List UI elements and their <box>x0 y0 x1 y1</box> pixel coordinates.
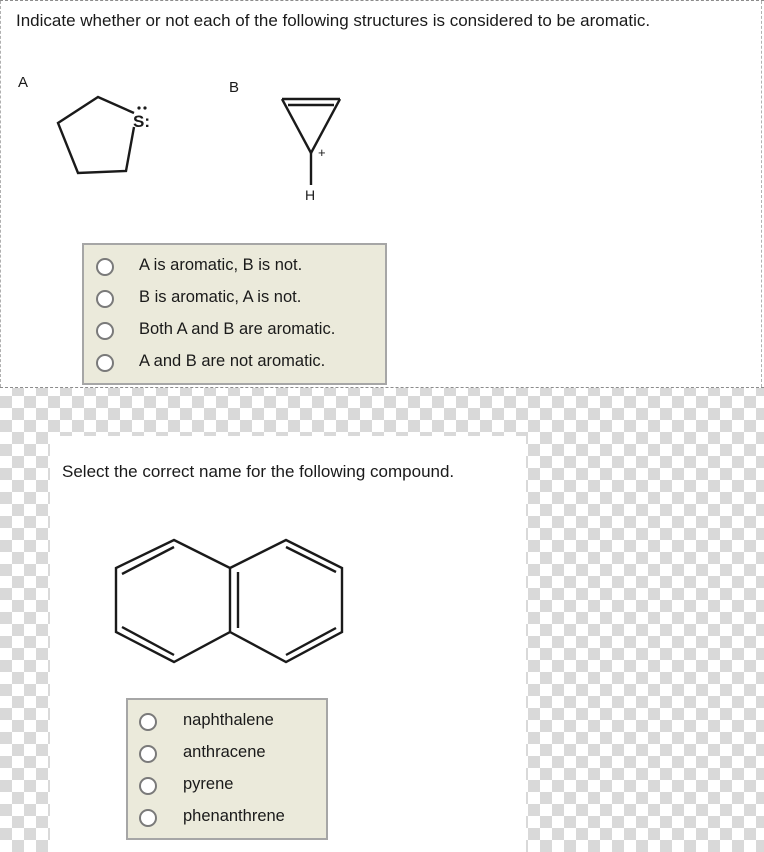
radio-button[interactable] <box>96 354 114 372</box>
radio-button[interactable] <box>96 322 114 340</box>
choice-label: Both A and B are aromatic. <box>139 320 336 338</box>
question-2-text: Select the correct name for the following compound. <box>62 462 455 481</box>
choice-both-aromatic[interactable] <box>84 315 385 347</box>
question-2-panel <box>50 436 526 852</box>
choice-label: A and B are not aromatic. <box>139 352 326 370</box>
structure-a-label: A <box>18 74 29 91</box>
choice-naphthalene[interactable] <box>128 706 326 738</box>
sulfur-atom-label: S: <box>133 112 150 131</box>
radio-button[interactable] <box>96 290 114 308</box>
choice-anthracene[interactable] <box>128 738 326 770</box>
question-1-panel <box>0 0 764 388</box>
radio-button[interactable] <box>139 713 157 731</box>
positive-charge-label: + <box>318 145 326 160</box>
question-1-choices <box>82 243 387 385</box>
question-2-choices <box>126 698 328 840</box>
radio-button[interactable] <box>96 258 114 276</box>
structure-b-label: B <box>229 79 240 96</box>
choice-label: phenanthrene <box>183 807 285 825</box>
choice-label: pyrene <box>183 775 234 793</box>
hydrogen-atom-label: H <box>305 187 316 203</box>
choice-label: B is aromatic, A is not. <box>139 288 302 306</box>
radio-button[interactable] <box>139 777 157 795</box>
choice-b-aromatic[interactable] <box>84 283 385 315</box>
choice-pyrene[interactable] <box>128 770 326 802</box>
choice-label: A is aromatic, B is not. <box>139 256 303 274</box>
choice-label: anthracene <box>183 743 266 761</box>
choice-label: naphthalene <box>183 711 274 729</box>
choice-neither-aromatic[interactable] <box>84 347 385 379</box>
choice-a-aromatic[interactable] <box>84 251 385 283</box>
structure-b-cyclopropenyl-cation <box>278 93 348 193</box>
naphthalene-structure <box>110 536 350 671</box>
sulfur-lone-pair-dots <box>135 105 149 111</box>
radio-button[interactable] <box>139 809 157 827</box>
question-1-text: Indicate whether or not each of the following structures is considered to be aromatic. <box>16 11 651 30</box>
choice-phenanthrene[interactable] <box>128 802 326 834</box>
radio-button[interactable] <box>139 745 157 763</box>
